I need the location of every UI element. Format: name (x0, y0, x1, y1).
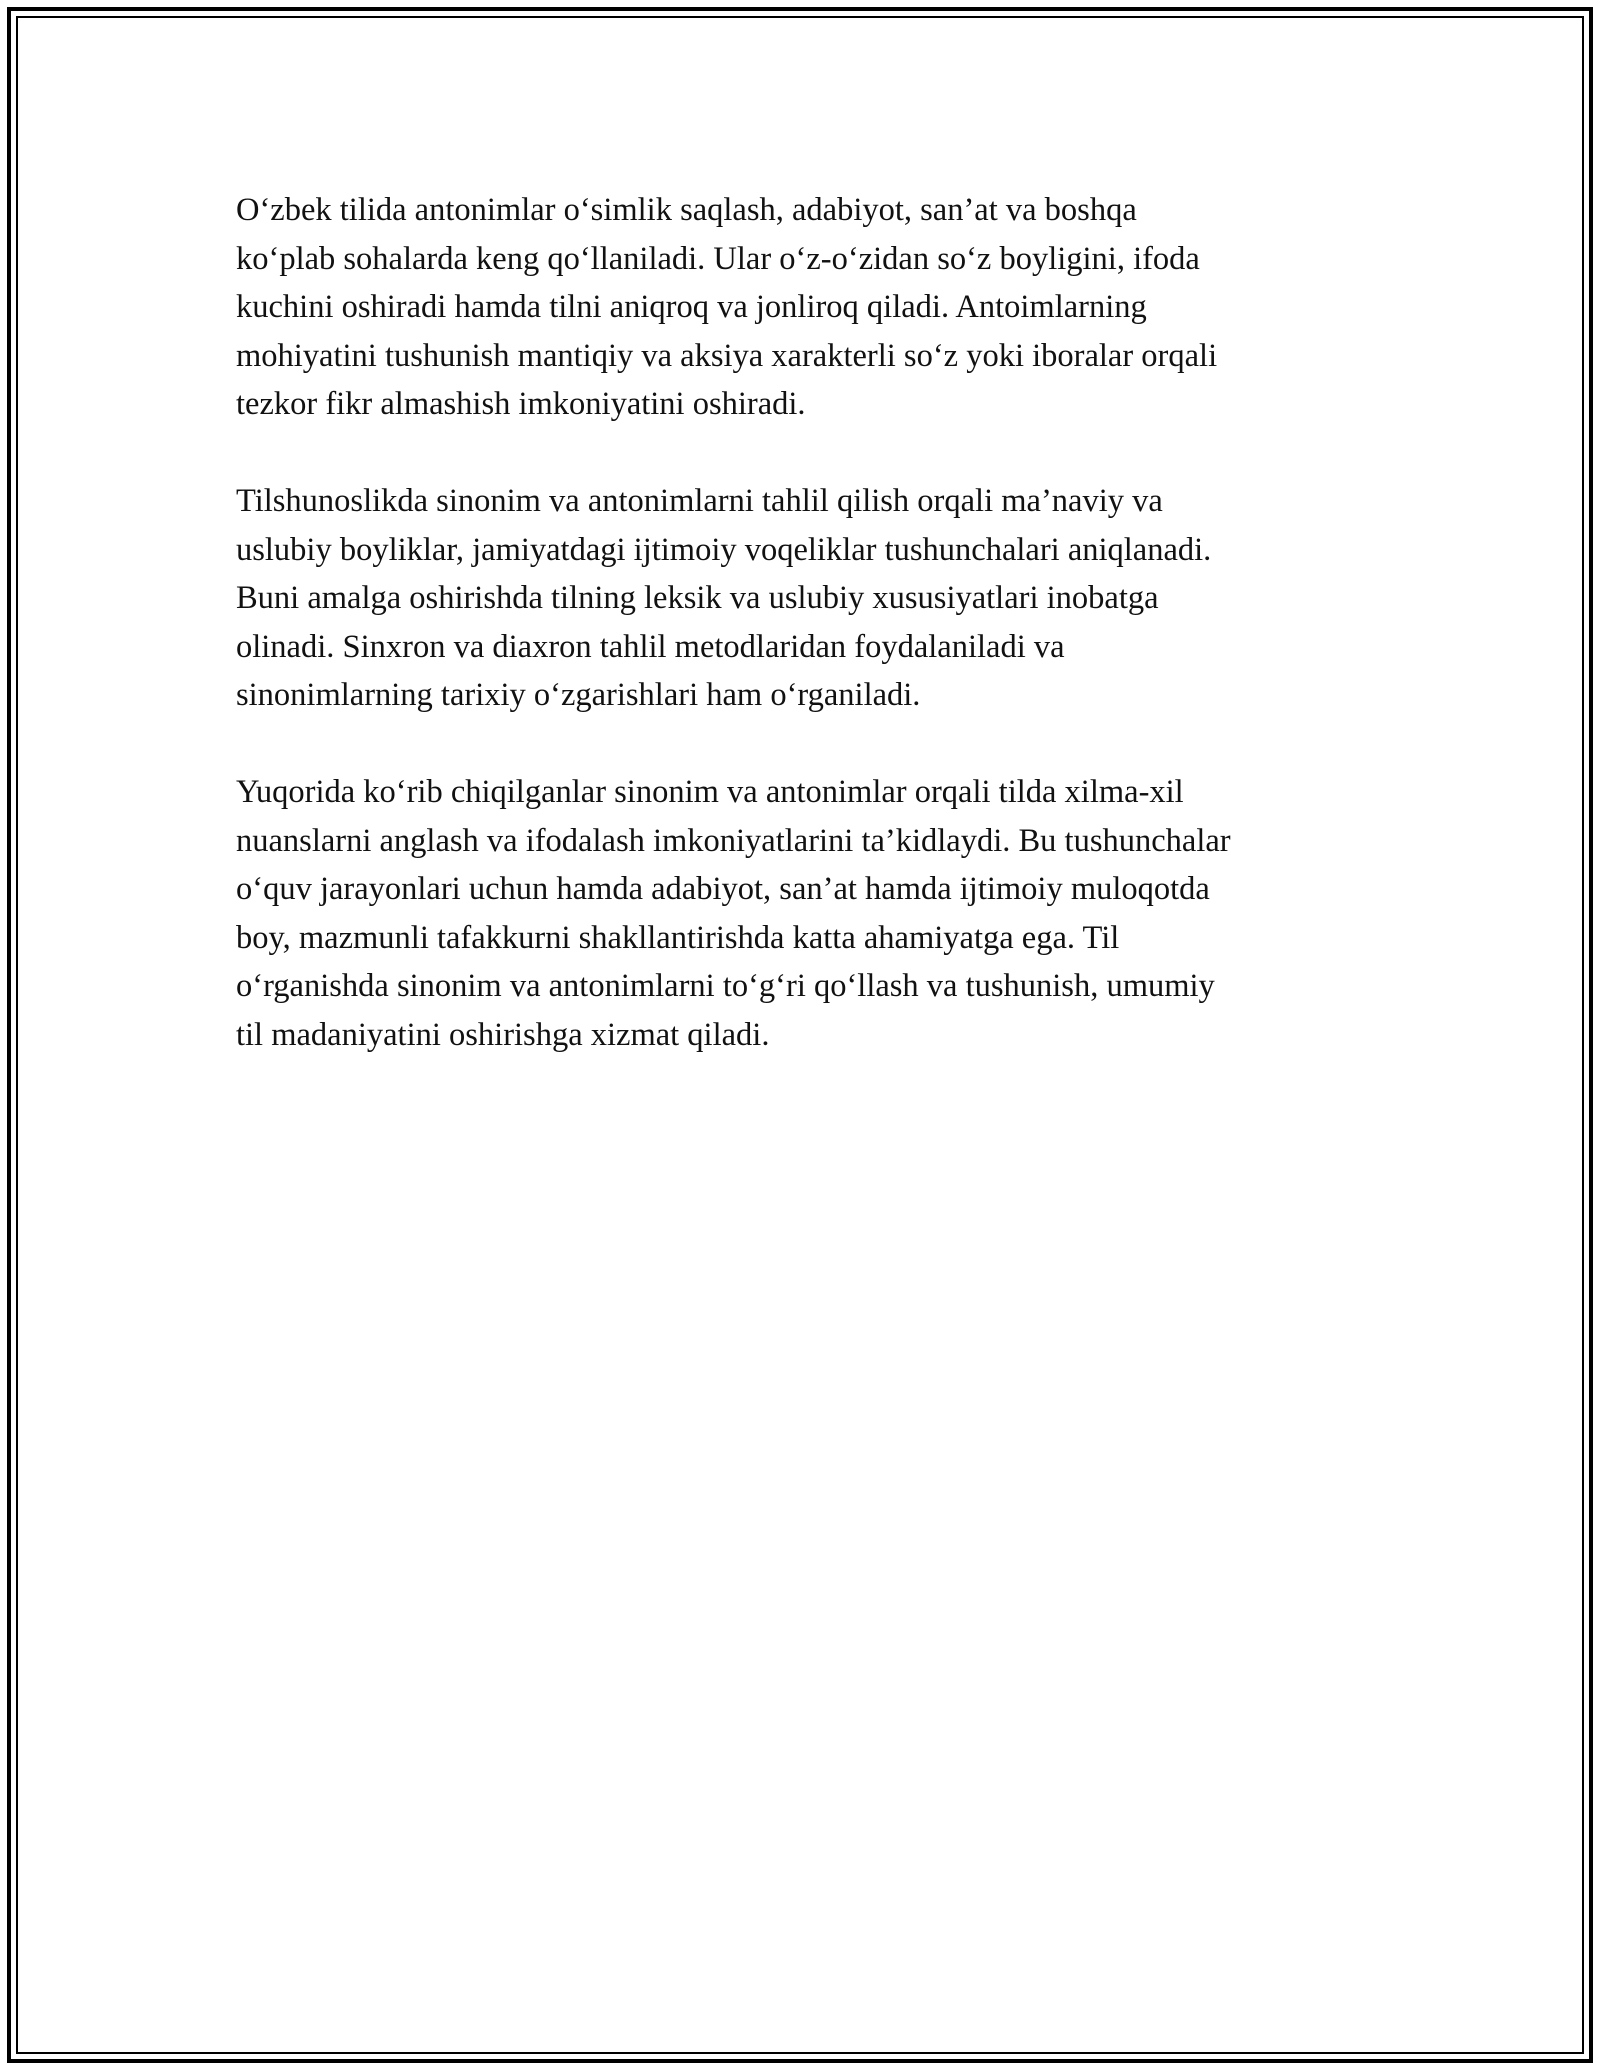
text-line: o‘rganishda sinonim va antonimlarni to‘g‘ri qo‘llash va tushunish, umumiy (236, 968, 1215, 1004)
text-line: tezkor fikr almashish imkoniyatini oshiradi. (236, 386, 806, 422)
text-line: Buni amalga oshirishda tilning leksik va uslubiy xususiyatlari inobatga (236, 580, 1159, 616)
text-line: boy, mazmunli tafakkurni shakllantirishda katta ahamiyatga ega. Til (236, 919, 1120, 956)
text-line: mohiyatini tushunish mantiqiy va aksiya xarakterli so‘z yoki iboralar orqali (236, 337, 1218, 374)
text-line: ko‘plab sohalarda keng qo‘llaniladi. Ular o‘z-o‘zidan so‘z boyligini, ifoda (236, 240, 1200, 277)
text-line: uslubiy boyliklar, jamiyatdagi ijtimoiy voqeliklar tushunchalari aniqlanadi. (236, 531, 1212, 568)
text-line: Tilshunoslikda sinonim va antonimlarni tahlil qilish orqali ma’naviy va (236, 483, 1163, 519)
paragraph-3 (236, 768, 1376, 1059)
text-line: sinonimlarning tarixiy o‘zgarishlari ham o‘rganiladi. (236, 677, 921, 713)
text-line: Yuqorida ko‘rib chiqilganlar sinonim va antonimlar orqali tilda xilma-xil (236, 774, 1184, 810)
document-body (236, 186, 1376, 1108)
text-line: nuanslarni anglash va ifodalash imkoniyatlarini ta’kidlaydi. Bu tushunchalar (236, 822, 1231, 859)
text-line: kuchini oshiradi hamda tilni aniqroq va jonliroq qiladi. Antoimlarning (236, 289, 1147, 325)
text-line: olinadi. Sinxron va diaxron tahlil metodlaridan foydalaniladi va (236, 628, 1065, 665)
text-line: til madaniyatini oshirishga xizmat qiladi. (236, 1016, 770, 1053)
text-line: o‘quv jarayonlari uchun hamda adabiyot, san’at hamda ijtimoiy muloqotda (236, 871, 1210, 907)
paragraph-1 (236, 186, 1376, 429)
paragraph-2 (236, 477, 1376, 720)
text-line: O‘zbek tilida antonimlar o‘simlik saqlash, adabiyot, san’at va boshqa (236, 192, 1137, 228)
